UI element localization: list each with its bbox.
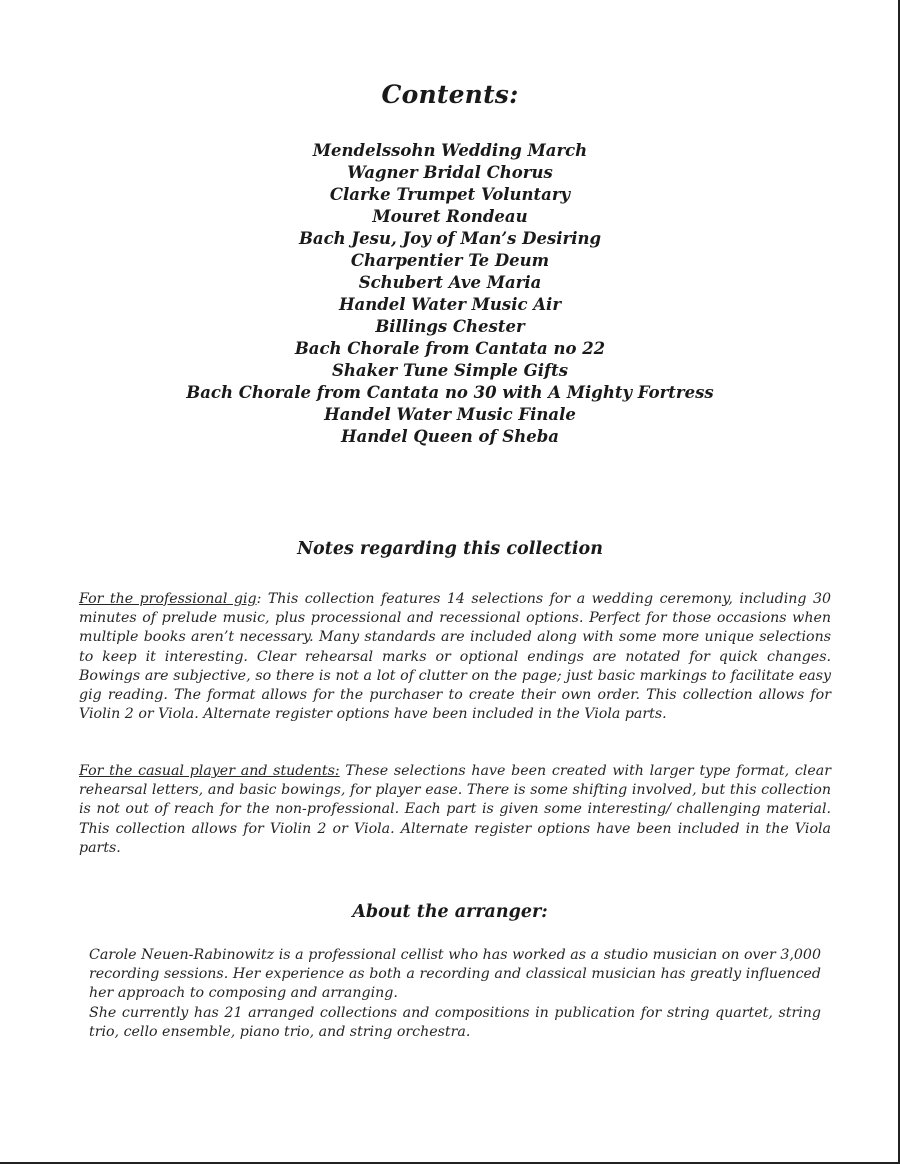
contents-item: Billings Chester (375, 317, 525, 336)
contents-title: Contents: (381, 80, 519, 109)
contents-item: Schubert Ave Maria (358, 273, 542, 292)
contents-item: Charpentier Te Deum (350, 251, 550, 270)
contents-item: Wagner Bridal Chorus (347, 163, 553, 182)
casual-player-paragraph (79, 762, 831, 858)
professional-gig-paragraph (79, 590, 831, 724)
about-arranger-text (89, 946, 821, 1042)
contents-item: Shaker Tune Simple Gifts (331, 361, 569, 380)
professional-gig-lead: For the professional gig (79, 591, 257, 607)
about-paragraph-1: Carole Neuen-Rabinowitz is a professional cellist who has worked as a studio musician on over 3,000 recording sessions. Her experience as both a recording and classical musician has greatly influenced her approach to composing and arranging. (89, 947, 821, 1002)
about-heading: About the arranger: (352, 902, 548, 922)
contents-list (0, 140, 900, 448)
contents-item: Handel Queen of Sheba (341, 427, 559, 446)
contents-item: Bach Chorale from Cantata no 22 (294, 339, 606, 358)
contents-item: Mouret Rondeau (372, 207, 528, 226)
about-paragraph-2: She currently has 21 arranged collections and compositions in publication for string quartet, string trio, cello ensemble, piano trio, and string orchestra. (89, 1004, 821, 1040)
contents-item: Bach Chorale from Cantata no 30 with A Mighty Fortress (186, 383, 714, 402)
contents-item: Handel Water Music Air (338, 295, 562, 314)
contents-item: Mendelssohn Wedding March (312, 141, 588, 160)
notes-heading: Notes regarding this collection (297, 539, 603, 559)
casual-player-lead: For the casual player and students: (79, 763, 340, 779)
contents-item: Bach Jesu, Joy of Man’s Desiring (298, 229, 602, 248)
professional-gig-text: : This collection features 14 selections for a wedding ceremony, including 30 minutes of prelude music, plus processional and recessional options. Perfect for those occasions when multiple books aren’t necessary. Many standards are included along with some more unique selections to keep it interesting. Clear rehearsal marks or optional endings are notated for quick changes. Bowings are subjective, so there is not a lot of clutter on the page; just basic markings to facilitate easy gig reading. The format allows for the purchaser to create their own order. This collection allows for Violin 2 or Viola. Alternate register options have been included in the Viola parts. (79, 591, 831, 723)
contents-item: Handel Water Music Finale (324, 405, 576, 424)
contents-item: Clarke Trumpet Voluntary (329, 185, 571, 204)
casual-player-text: These selections have been created with larger type format, clear rehearsal letters, and basic bowings, for player ease. There is some shifting involved, but this collection is not out of reach for the non-professional. Each part is given some interesting/ challenging material. This collection allows for Violin 2 or Viola. Alternate register options have been included in the Viola parts. (79, 763, 831, 856)
